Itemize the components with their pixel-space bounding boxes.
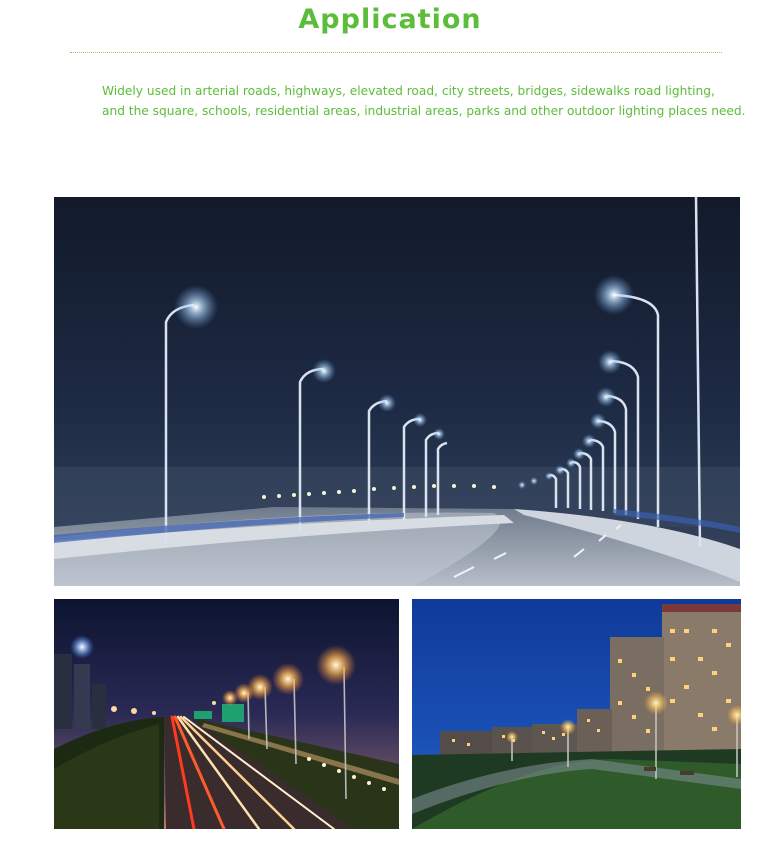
photo-city-road-traffic	[54, 599, 399, 829]
photo-residential-park	[412, 599, 741, 829]
city-road-image	[54, 599, 399, 829]
highway-night-image	[54, 197, 740, 586]
description-line: Widely used in arterial roads, highways, elevated road, city streets, bridges, sidewalks road lighting,	[102, 84, 715, 98]
title-divider	[70, 52, 722, 53]
photo-highway-night	[54, 197, 740, 586]
description-line: and the square, schools, residential areas, industrial areas, parks and other outdoor lighting places need.	[102, 104, 746, 118]
residential-park-image	[412, 599, 741, 829]
section-title: Application	[298, 4, 482, 35]
section-description	[102, 81, 752, 121]
